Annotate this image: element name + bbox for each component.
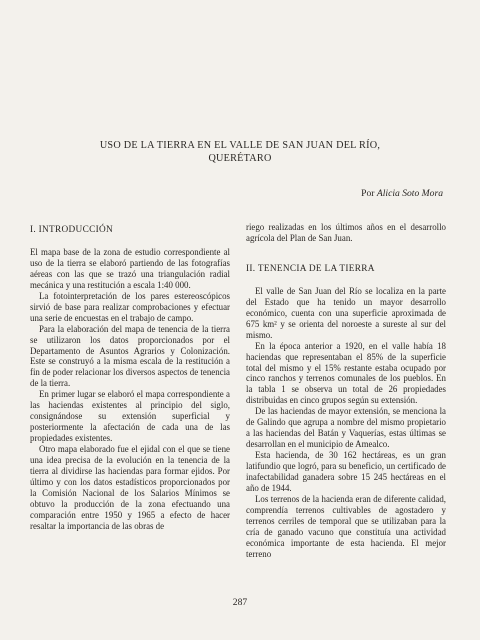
paragraph: En la época anterior a 1920, en el valle había 18 haciendas que representaban el 85% de la superficie total del mismo y el 15% restante estaba ocupado por cinco ranchos y terrenos comunales de los pueblos. En la tabla 1 se observa un total de 26 propiedades distribuidas en cinco grupos según su extensión. (246, 340, 446, 406)
paragraph-continuation: riego realizadas en los últimos años en el desarrollo agrícola del Plan de San Juan. (246, 222, 446, 243)
section-heading-tenencia: II. TENENCIA DE LA TIERRA (246, 263, 375, 274)
paragraph: Para la elaboración del mapa de tenencia de la tierra se utilizaron los datos proporcionados por el Departamento de Asuntos Agrarios y Colonización. Este se construyó a la misma escala de la restitución a fin de poder relacionar los diversos aspectos de tenencia de la tierra. (30, 323, 230, 389)
paragraph: Otro mapa elaborado fue el ejidal con el que se tiene una idea precisa de la evolución en la tenencia de la tierra al dividirse las haciendas para formar ejidos. Por último y con los datos estadísticos proporcionados por la Comisión Nacional de los Salarios Mínimos se obtuvo la producción de la zona efectuando una comparación entre 1950 y 1965 a efecto de hacer resaltar la importancia de las obras de (30, 444, 230, 531)
author-name: Alicia Soto Mora (376, 188, 443, 199)
paragraph: El valle de San Juan del Río se localiza en la parte del Estado que ha tenido un mayor desarrollo económico, cuenta con una superficie aproximada de 675 km² y se orienta del noroeste a sureste al sur del mismo. (246, 285, 446, 340)
page-number: 287 (232, 597, 248, 608)
title-line-2: QUERÉTARO (208, 153, 272, 164)
section-heading-introduccion: I. INTRODUCCIÓN (30, 225, 114, 235)
title-line-1: USO DE LA TIERRA EN EL VALLE DE SAN JUAN DEL RÍO, (99, 140, 381, 151)
paragraph: Esta hacienda, de 30 162 hectáreas, es un gran latifundio que logró, para su beneficio, un certificado de inafectabilidad ganadera sobre 15 245 hectáreas en el año de 1944. (246, 450, 446, 494)
paragraph: En primer lugar se elaboró el mapa correspondiente a las haciendas existentes al principio del siglo, consignándose su extensión superficial y posteriormente la afectación de cada una de las propiedades existentes. (30, 389, 230, 444)
author-prefix: Por (361, 188, 375, 199)
paragraph: La fotointerpretación de los pares estereoscópicos sirvió de base para realizar comprobaciones y efectuar una serie de encuestas en el trabajo de campo. (30, 290, 230, 323)
author-byline (361, 188, 443, 200)
paragraph: El mapa base de la zona de estudio correspondiente al uso de la tierra se elaboró partiendo de las fotografías aéreas con las que se trazó una triangulación radial mecánica y una restitución a escala 1:40 000. (30, 246, 230, 290)
article-title (40, 139, 440, 165)
paragraph: De las haciendas de mayor extensión, se menciona la de Galindo que agrupa a nombre del mismo propietario a las haciendas del Batán y Vaquerías, estas últimas se desarrollan en el municipio de Amealco. (246, 406, 446, 450)
left-column (30, 225, 230, 532)
right-column (246, 222, 446, 560)
paragraph: Los terrenos de la hacienda eran de diferente calidad, comprendía terrenos cultivables de agostadero y terrenos cerriles de temporal que se utilizaban para la cría de ganado vacuno que constituía una actividad económica importante de esta hacienda. El mejor terreno (246, 493, 446, 559)
